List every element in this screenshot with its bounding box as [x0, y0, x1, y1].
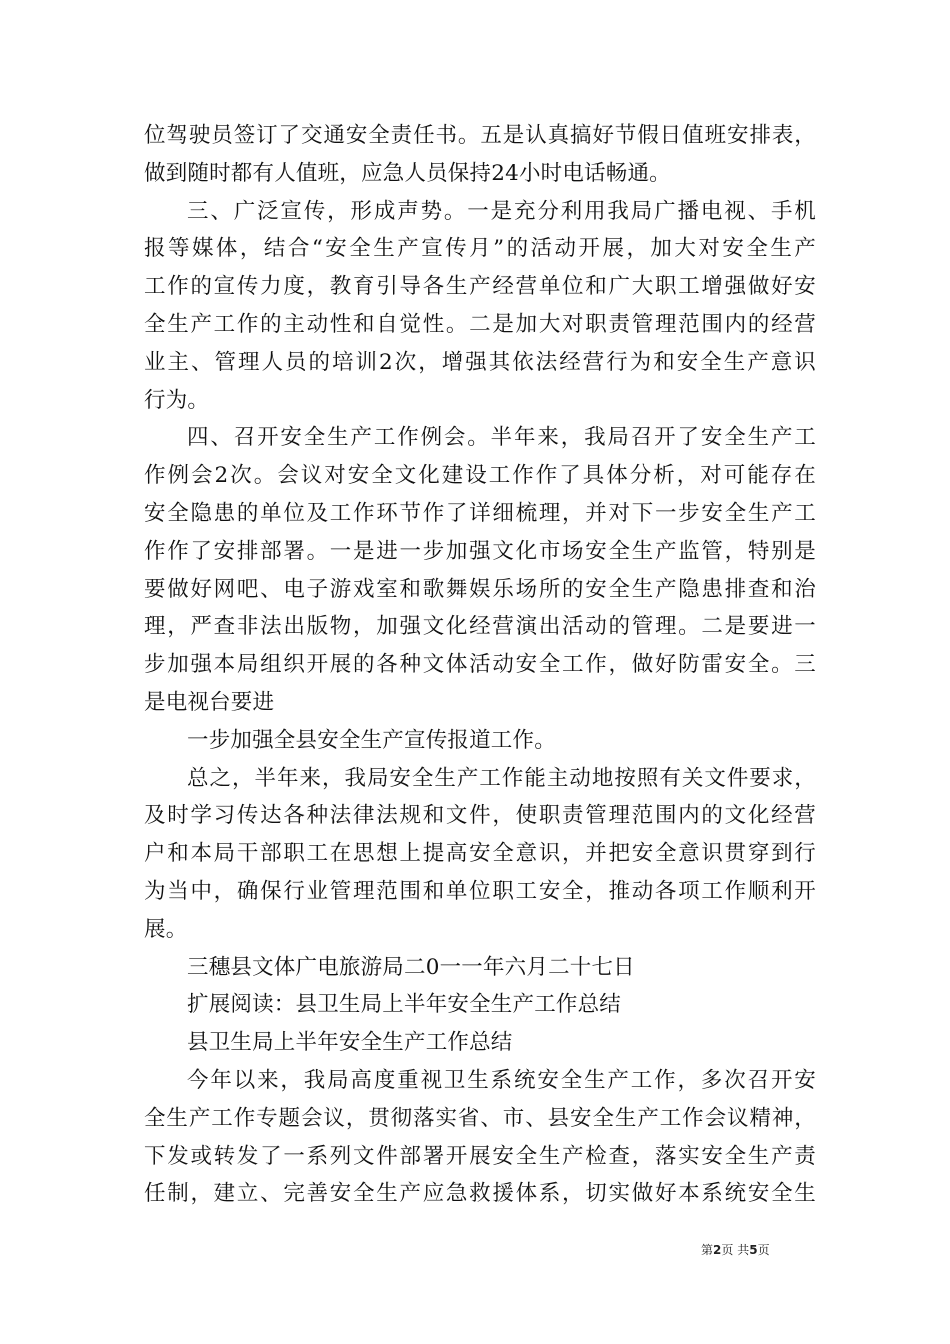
text-line: 作作了安排部署。一是进一步加强文化市场安全生产监管，特别是	[144, 538, 816, 564]
total-page-number: 5	[749, 1243, 758, 1257]
text-line: 作例会2次。会议对安全文化建设工作作了具体分析，对可能存在	[144, 463, 816, 489]
text-line: 要做好网吧、电子游戏室和歌舞娱乐场所的安全生产隐患排查和治	[144, 576, 816, 602]
text-line: 行为。	[144, 387, 210, 413]
text-line: 任制，建立、完善安全生产应急救援体系，切实做好本系统安全生	[144, 1181, 816, 1207]
text-line: 安全隐患的单位及工作环节作了详细梳理，并对下一步安全生产工	[144, 500, 816, 526]
text-line: 做到随时都有人值班，应急人员保持24小时电话畅通。	[144, 160, 671, 186]
text-line: 业主、管理人员的培训2次，增强其依法经营行为和安全生产意识	[144, 349, 816, 375]
text-line: 户和本局干部职工在思想上提高安全意识，并把安全意识贯穿到行	[144, 841, 816, 867]
text-line: 三、广泛宣传，形成声势。一是充分利用我局广播电视、手机	[187, 198, 816, 224]
document-body	[144, 117, 816, 1213]
text-line: 下发或转发了一系列文件部署开展安全生产检查，落实安全生产责	[144, 1143, 816, 1169]
page-prefix: 第	[701, 1243, 714, 1257]
page-number-footer	[701, 1243, 770, 1257]
text-line: 展。	[144, 916, 188, 942]
text-line: 及时学习传达各种法律法规和文件，使职责管理范围内的文化经营	[144, 803, 816, 829]
text-line: 位驾驶员签订了交通安全责任书。五是认真搞好节假日值班安排表，	[144, 123, 816, 148]
text-line: 报等媒体，结合“安全生产宣传月”的活动开展，加大对安全生产	[144, 236, 816, 262]
text-line: 工作的宣传力度，教育引导各生产经营单位和广大职工增强做好安	[144, 274, 816, 300]
signature-line: 三穗县文体广电旅游局二0一一年六月二十七日	[187, 954, 635, 980]
section-heading: 县卫生局上半年安全生产工作总结	[187, 1030, 513, 1056]
extended-reading-title: 扩展阅读：县卫生局上半年安全生产工作总结	[187, 992, 622, 1018]
page-middle: 页 共	[721, 1243, 750, 1257]
text-line: 为当中，确保行业管理范围和单位职工安全，推动各项工作顺利开	[144, 878, 816, 904]
text-line: 全生产工作的主动性和自觉性。二是加大对职责管理范围内的经营	[144, 311, 816, 337]
page-suffix: 页	[757, 1243, 770, 1257]
text-line: 理，严查非法出版物，加强文化经营演出活动的管理。二是要进一	[144, 614, 816, 640]
text-line: 是电视台要进	[144, 689, 275, 715]
text-line: 一步加强全县安全生产宣传报道工作。	[187, 727, 556, 753]
current-page-number: 2	[713, 1243, 722, 1257]
text-line: 步加强本局组织开展的各种文体活动安全工作，做好防雷安全。三	[144, 652, 816, 678]
text-line: 总之，半年来，我局安全生产工作能主动地按照有关文件要求，	[187, 765, 816, 791]
text-line: 四、召开安全生产工作例会。半年来，我局召开了安全生产工	[187, 425, 816, 451]
text-line: 今年以来，我局高度重视卫生系统安全生产工作，多次召开安	[187, 1067, 816, 1093]
text-line: 全生产工作专题会议，贯彻落实省、市、县安全生产工作会议精神，	[144, 1105, 816, 1131]
